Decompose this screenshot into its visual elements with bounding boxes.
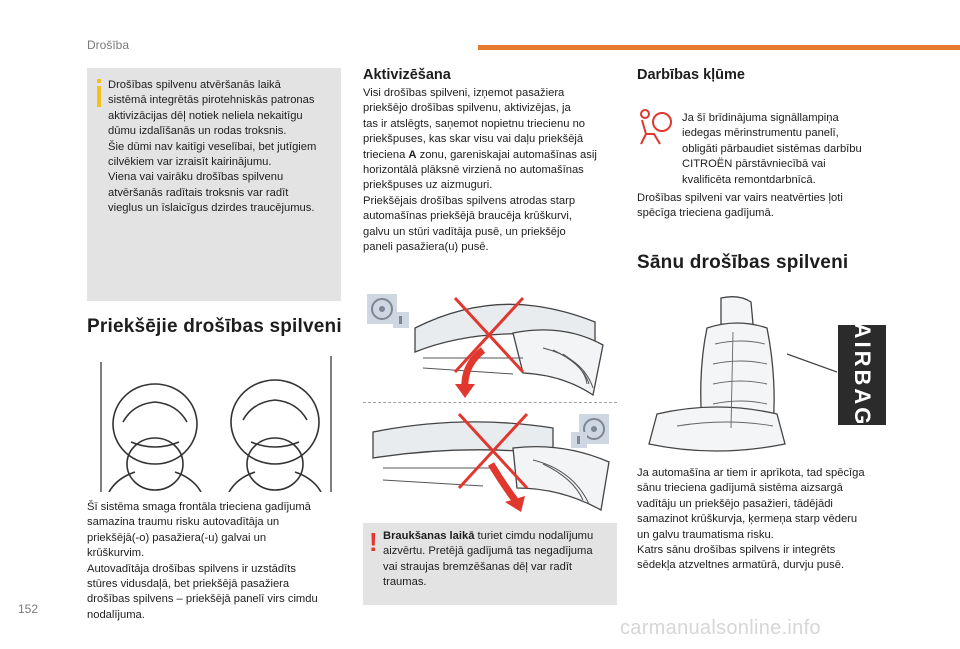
text-line: cilvēkiem var izraisīt kairinājumu. xyxy=(108,156,272,169)
text-line: Katrs sānu drošības spilvens ir integrēts xyxy=(637,544,836,557)
text-line: aktivizācijas dēļ notiek neliela nekaitīgu xyxy=(108,109,303,122)
page-number: 152 xyxy=(18,602,39,616)
text-line: priekšpuses uz aizmuguri. xyxy=(363,179,493,192)
text-line: kvalificēta remontdarbnīcā. xyxy=(682,173,816,186)
steering-wheel-icon xyxy=(367,294,397,324)
info-icon xyxy=(92,79,106,107)
text-line: nodalījuma. xyxy=(87,608,145,621)
airbag-warning-light-icon xyxy=(637,108,673,146)
text-line: obligāti pārbaudiet sistēmas darbību xyxy=(682,142,862,155)
text-line: automašīnas priekšējā braucēja krūškurvi, xyxy=(363,210,572,223)
text-line: paneli pasažiera(u) pusē. xyxy=(363,241,489,254)
text-line: stūres vidusdaļā, bet priekšējā pasažiera xyxy=(87,578,290,591)
airbag-label-text: AIRBAG xyxy=(850,322,875,428)
text-line: Ja automašīna ar tiem ir aprīkota, tad spēcīga xyxy=(637,467,865,479)
activation-heading: Aktivizēšana xyxy=(363,67,451,83)
text-line: drošības spilvens – priekšējā panelī virs cimdu xyxy=(87,593,318,606)
malfunction-heading: Darbības kļūme xyxy=(637,67,745,83)
text-line: samazina traumu risku autovadītāja un xyxy=(87,516,280,529)
text-line: un galvu traumatisma risku. xyxy=(637,528,774,541)
text-line: Ja šī brīdinājuma signāllampiņa xyxy=(682,112,839,124)
text-line: atvēršanās radītais troksnis var radīt xyxy=(108,186,289,199)
text-line: dūmu izdalīšanās un rodas troksnis. xyxy=(108,125,287,138)
text-line: spēcīga trieciena gadījumā. xyxy=(637,207,774,220)
activation-text xyxy=(363,86,617,255)
header-accent-bar xyxy=(478,45,960,50)
text-line: Viena vai vairāku drošības spilvenu xyxy=(108,171,284,184)
malfunction-text xyxy=(637,191,887,222)
section-title: Drošība xyxy=(87,38,130,52)
text-line: galvu un stūri vadītāja pusē, un priekšējo xyxy=(363,225,566,238)
text-line: Visi drošības spilveni, izņemot pasažiera xyxy=(363,87,565,99)
zone-letter: A xyxy=(408,148,417,161)
glovebox-closed-illustration xyxy=(363,408,617,516)
airbag-seat-label xyxy=(838,322,886,428)
text-line: Drošības spilvenu atvēršanās laikā xyxy=(108,79,281,91)
text-line: vadītāju un priekšējo pasažieri, tādējādi xyxy=(637,497,833,510)
warning-text xyxy=(383,529,611,591)
text-line: priekšpuses, kas skar visu vai daļu priekšējā xyxy=(363,133,584,146)
warning-icon: ! xyxy=(369,527,378,557)
watermark-text: carmanualsonline.info xyxy=(620,617,821,639)
zone-prefix: trieciena xyxy=(363,148,409,161)
front-airbags-heading: Priekšējie drošības spilveni xyxy=(87,316,342,337)
text-line: Autovadītāja drošības spilvens ir uzstādīts xyxy=(87,562,296,575)
text-line: priekšējo drošības spilvenu, aktivizējas, ja xyxy=(363,102,571,115)
text-line: iedegas mērinstrumentu panelī, xyxy=(682,127,839,140)
text-line: CITROËN pārstāvniecībā vai xyxy=(682,158,826,171)
text-line: sānu trieciena gadījumā sistēma aizsargā xyxy=(637,482,843,495)
front-airbags-text xyxy=(87,500,341,623)
text-line xyxy=(383,529,611,544)
text-line: Priekšējais drošības spilvens atrodas starp xyxy=(363,194,576,207)
text-line: horizontālā plāksnē virzienā no automašīnas xyxy=(363,164,584,177)
text-line: Šī sistēma smaga frontāla trieciena gadījumā xyxy=(87,501,311,513)
text-line: priekšējā(-o) pasažiera(-u) galvai un xyxy=(87,531,267,544)
warning-bold: Braukšanas laikā xyxy=(383,530,475,542)
zone-suffix: zonu, gareniskajai automašīnas asij xyxy=(416,148,597,161)
text-line: Šie dūmi nav kaitīgi veselībai, bet jutīgiem xyxy=(108,140,317,153)
warning-rest: turiet cimdu nodalījumu xyxy=(474,530,594,542)
illustration-divider xyxy=(363,402,617,403)
seat-illustration xyxy=(637,294,837,456)
text-line: vieglus un īslaicīgus dzirdes traucējumus. xyxy=(108,202,315,215)
side-airbags-heading: Sānu drošības spilveni xyxy=(637,252,849,273)
seat-position-icon xyxy=(571,432,587,448)
text-line: samazinot krūškurvja, ķermeņa starp vēderu xyxy=(637,513,858,526)
text-line: vai straujas bremzēšanas dēļ var radīt xyxy=(383,560,573,573)
text-line xyxy=(363,148,617,163)
info-text xyxy=(108,78,338,217)
text-line: traumas. xyxy=(383,576,427,589)
side-airbags-text xyxy=(637,466,887,574)
front-airbags-illustration xyxy=(95,352,337,492)
text-line: krūškurvim. xyxy=(87,547,145,560)
text-line: Drošības spilveni var vairs neatvērties ļoti xyxy=(637,192,843,204)
text-line: tas ir atslēgts, saņemot nopietnu triecienu no xyxy=(363,117,586,130)
seat-position-icon xyxy=(393,312,409,328)
warning-light-text xyxy=(682,111,862,188)
text-line: sistēmā integrētās pirotehniskās patronas xyxy=(108,94,315,107)
text-line: aizvērtu. Pretējā gadījumā tas negadījuma xyxy=(383,545,593,558)
glovebox-open-illustration xyxy=(363,288,617,400)
text-line: sēdekļa atzveltnes armatūrā, durvju pusē. xyxy=(637,559,845,572)
